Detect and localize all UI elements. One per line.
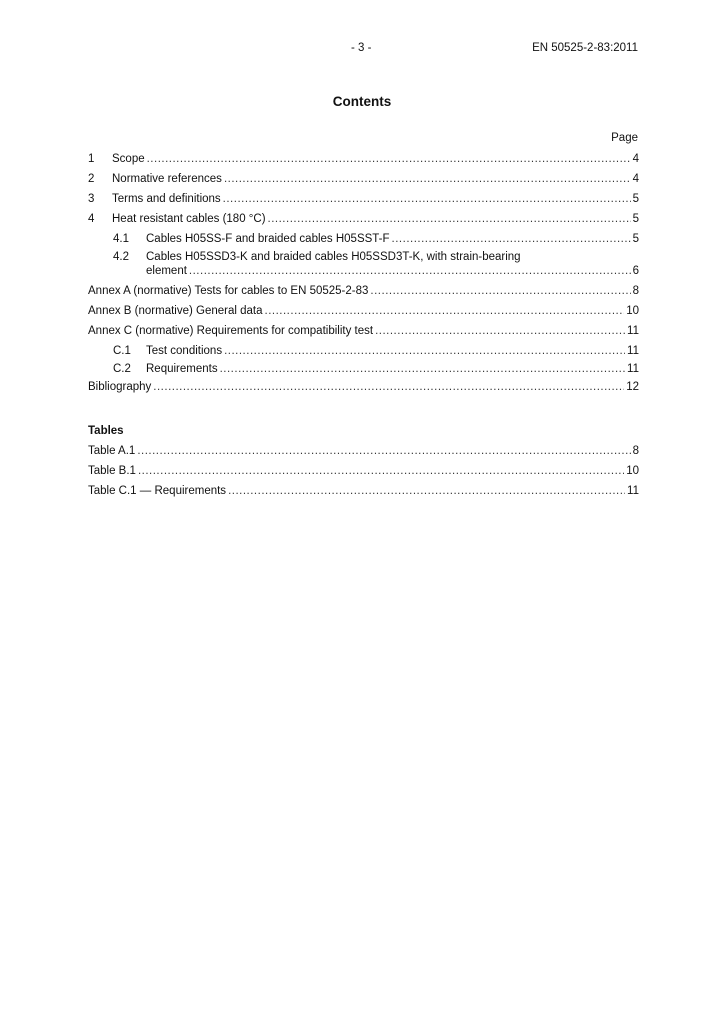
toc-entry-page: 5 <box>632 193 639 205</box>
dot-leader <box>147 152 631 166</box>
toc-entry-annex-b[interactable] <box>88 304 639 318</box>
tables-entry-text: Table B.1 <box>88 465 136 477</box>
toc-entry-text: Heat resistant cables (180 °C) <box>112 213 266 225</box>
toc-entry-page: 11 <box>627 325 639 337</box>
toc-entry-number: C.1 <box>113 345 131 357</box>
document-id: EN 50525-2-83:2011 <box>532 42 638 54</box>
toc-entry-heat-resistant-cables[interactable] <box>88 212 639 226</box>
toc-entry-page: 12 <box>626 381 639 393</box>
toc-entry-number: 2 <box>88 173 95 185</box>
toc-entry-page: 11 <box>627 363 639 375</box>
toc-entry-annex-c[interactable] <box>88 324 639 338</box>
tables-entry-page: 10 <box>626 465 639 477</box>
toc-entry-text: Test conditions <box>146 345 223 357</box>
dot-leader <box>224 344 625 358</box>
toc-entry-4-1[interactable] <box>88 232 639 246</box>
dot-leader <box>138 464 624 478</box>
toc-entry-page: 5 <box>632 213 639 225</box>
toc-entry-number: 4.1 <box>113 233 129 245</box>
table-of-contents <box>88 152 639 504</box>
toc-entry-c-1[interactable] <box>88 344 639 358</box>
dot-leader <box>137 444 630 458</box>
page-header <box>0 42 724 58</box>
toc-entry-page: 8 <box>632 285 639 297</box>
toc-entry-scope[interactable] <box>88 152 639 166</box>
toc-entry-annex-a[interactable] <box>88 284 639 298</box>
toc-entry-number: 4.2 <box>113 251 129 263</box>
toc-entry-text: Annex A (normative) Tests for cables to EN 50525-2-83 <box>88 285 369 297</box>
toc-entry-page: 6 <box>632 265 639 277</box>
tables-heading: Tables <box>88 425 124 437</box>
toc-entry-normative-references[interactable] <box>88 172 639 186</box>
toc-entry-c-2[interactable] <box>88 362 639 376</box>
toc-entry-text: Cables H05SS-F and braided cables H05SST-F <box>146 233 390 245</box>
toc-entry-4-2[interactable] <box>88 250 639 278</box>
tables-entry-b1[interactable] <box>88 464 639 478</box>
toc-entry-number: C.2 <box>113 363 131 375</box>
toc-entry-bibliography[interactable] <box>88 380 639 394</box>
tables-entry-text: Table C.1 — Requirements <box>88 485 227 497</box>
toc-entry-text: Requirements <box>146 363 218 375</box>
toc-entry-page: 5 <box>632 233 639 245</box>
toc-entry-text: Normative references <box>112 173 222 185</box>
toc-entry-text: Scope <box>112 153 145 165</box>
tables-entry-page: 8 <box>632 445 639 457</box>
dot-leader <box>375 324 625 338</box>
toc-entry-page: 10 <box>626 305 639 317</box>
toc-entry-number: 4 <box>88 213 95 225</box>
toc-entry-number: 1 <box>88 153 95 165</box>
contents-title: Contents <box>332 94 392 109</box>
tables-entry-c1[interactable] <box>88 484 639 498</box>
dot-leader <box>268 212 631 226</box>
dot-leader <box>224 172 631 186</box>
tables-entry-a1[interactable] <box>88 444 639 458</box>
toc-entry-text: Terms and definitions <box>112 193 221 205</box>
page-column-label: Page <box>611 132 638 144</box>
dot-leader <box>153 380 624 394</box>
dot-leader <box>220 362 625 376</box>
tables-entry-text: Table A.1 <box>88 445 136 457</box>
toc-entry-text-line2: element <box>146 265 187 277</box>
dot-leader <box>223 192 631 206</box>
toc-entry-number: 3 <box>88 193 95 205</box>
dot-leader <box>392 232 631 246</box>
toc-entry-text-line1: Cables H05SSD3-K and braided cables H05SSD3T-K, with strain-bearing <box>146 251 521 263</box>
toc-entry-text: Bibliography <box>88 381 152 393</box>
dot-leader <box>228 484 625 498</box>
dot-leader <box>189 264 631 278</box>
toc-entry-page: 11 <box>627 345 639 357</box>
toc-entry-page: 4 <box>632 173 639 185</box>
dot-leader <box>265 304 625 318</box>
toc-entry-text: Annex C (normative) Requirements for compatibility test <box>88 325 374 337</box>
toc-entry-page: 4 <box>632 153 639 165</box>
dot-leader <box>370 284 630 298</box>
tables-entry-page: 11 <box>627 485 639 497</box>
toc-entry-terms-definitions[interactable] <box>88 192 639 206</box>
toc-entry-text: Annex B (normative) General data <box>88 305 263 317</box>
page-number: - 3 - <box>351 42 372 54</box>
